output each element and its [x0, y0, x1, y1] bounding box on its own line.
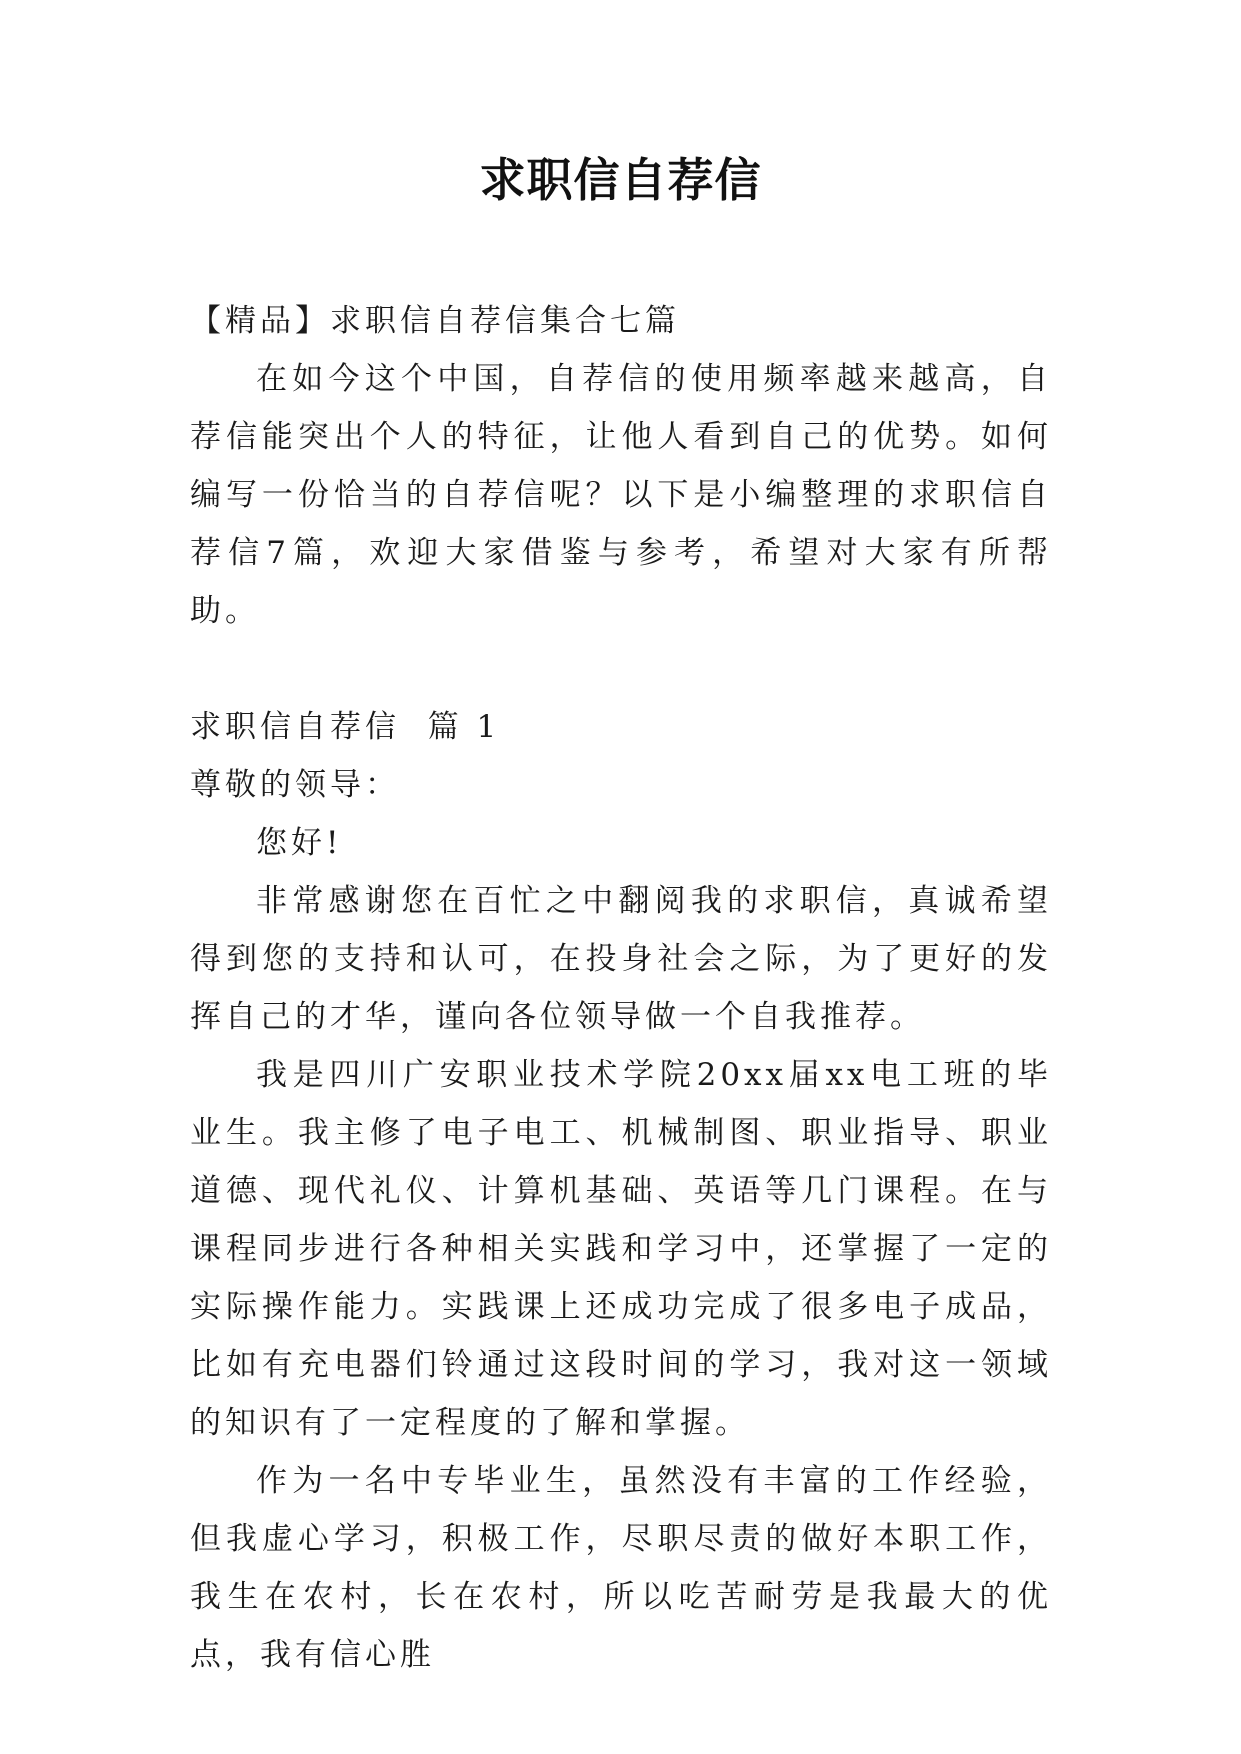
salutation: 尊敬的领导： [190, 767, 400, 803]
greeting: 您好! [256, 825, 343, 861]
body-paragraph-3: 作为一名中专毕业生，虽然没有丰富的工作经验，但我虚心学习，积极工作，尽职尽责的做好本职工作，我生在农村，长在农村，所以吃苦耐劳是我最大的优点，我有信心胜 [190, 1463, 1052, 1673]
body-paragraph-2: 我是四川广安职业技术学院20xx届xx电工班的毕业生。我主修了电子电工、机械制图、职业指导、职业道德、现代礼仪、计算机基础、英语等几门课程。在与课程同步进行各种相关实践和学习中，还掌握了一定的实际操作能力。实践课上还成功完成了很多电子成品，比如有充电器们铃通过这段时间的学习，我对这一领域的知识有了一定程度的了解和掌握。 [190, 1057, 1052, 1441]
body-paragraph-1: 非常感谢您在百忙之中翻阅我的求职信，真诚希望得到您的支持和认可，在投身社会之际，为了更好的发挥自己的才华，谨向各位领导做一个自我推荐。 [190, 883, 1052, 1035]
document-body [190, 292, 1052, 1684]
intro-paragraph: 在如今这个中国，自荐信的使用频率越来越高，自荐信能突出个人的特征，让他人看到自己的优势。如何编写一份恰当的自荐信呢？以下是小编整理的求职信自荐信7篇，欢迎大家借鉴与参考，希望对大家有所帮助。 [190, 361, 1052, 629]
document-subtitle: 【精品】求职信自荐信集合七篇 [190, 303, 680, 339]
section-heading: 求职信自荐信 篇 1 [190, 709, 501, 745]
document-title: 求职信自荐信 [479, 153, 762, 207]
